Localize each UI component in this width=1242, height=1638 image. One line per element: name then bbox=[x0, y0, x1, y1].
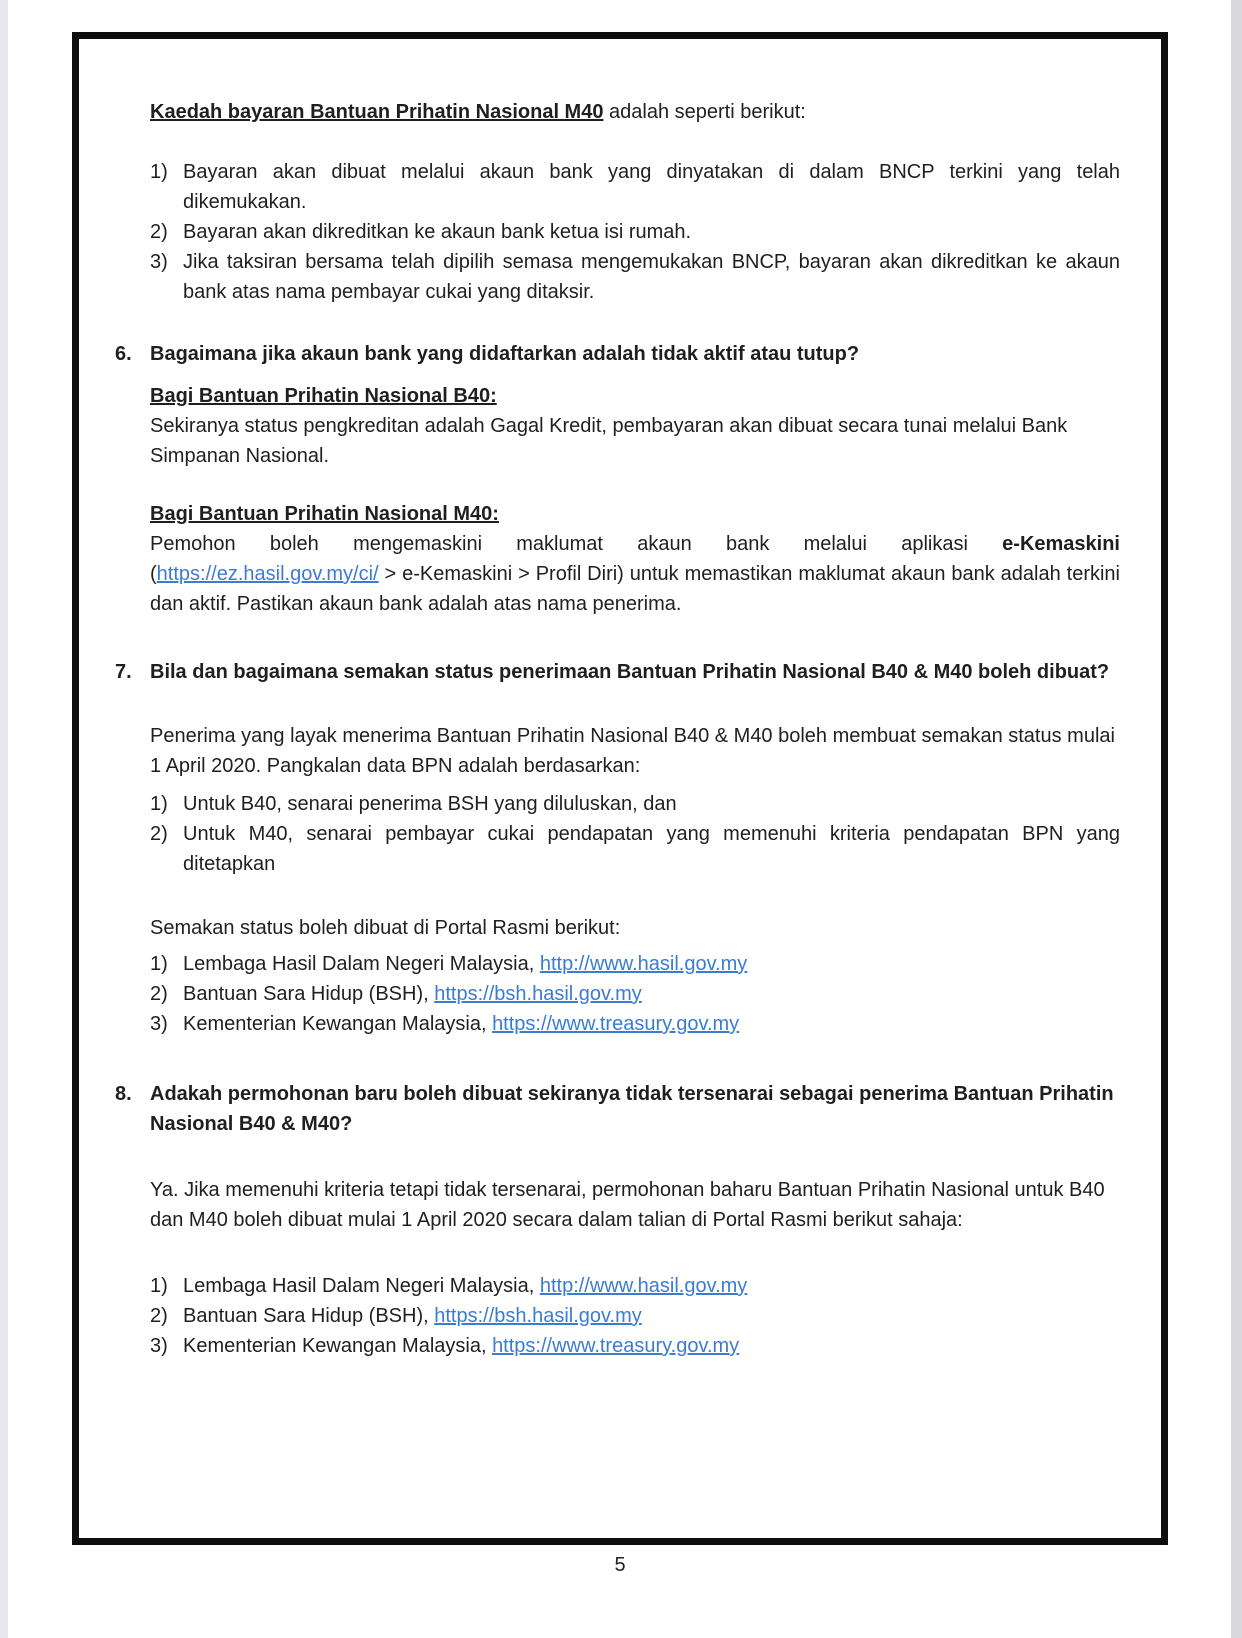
portal-label: Lembaga Hasil Dalam Negeri Malaysia, bbox=[183, 1275, 540, 1297]
list-item-marker: 3) bbox=[150, 251, 168, 273]
question-text: Adakah permohonan baru boleh dibuat sekiranya tidak tersenarai sebagai penerima Bantuan Prihatin Nasional B40 & M40? bbox=[150, 1083, 1114, 1135]
portal-label: Bantuan Sara Hidup (BSH), bbox=[183, 983, 435, 1005]
m40-text-3: > e-Kemaskini > Profil Diri) untuk memastikan maklumat akaun bank adalah terkini dan aktif. Pastikan akaun bank adalah atas nama penerima. bbox=[150, 563, 1120, 615]
list-item-text: Jika taksiran bersama telah dipilih semasa mengemukakan BNCP, bayaran akan dikreditkan ke akaun bank atas nama pembayar cukai yang ditaksir. bbox=[183, 251, 1120, 303]
page-content bbox=[79, 39, 1161, 1361]
portal-link[interactable]: https://bsh.hasil.gov.my bbox=[434, 1305, 642, 1327]
q8-answer-paragraph: Ya. Jika memenuhi kriteria tetapi tidak tersenarai, permohonan baharu Bantuan Prihatin Nasional untuk B40 dan M40 boleh dibuat mulai 1 April 2020 secara dalam talian di Portal Rasmi berikut sahaja: bbox=[150, 1179, 1105, 1231]
q8-portal-list bbox=[150, 1271, 1120, 1361]
page-number: 5 bbox=[614, 1554, 626, 1576]
portal-label: Kementerian Kewangan Malaysia, bbox=[183, 1335, 493, 1357]
list-item bbox=[150, 157, 1120, 217]
portal-item-text bbox=[183, 979, 1120, 1009]
question-6 bbox=[115, 339, 1120, 369]
b40-paragraph: Sekiranya status pengkreditan adalah Gagal Kredit, pembayaran akan dibuat secara tunai melalui Bank Simpanan Nasional. bbox=[150, 415, 1068, 467]
portal-label: Bantuan Sara Hidup (BSH), bbox=[183, 1305, 435, 1327]
portal-item bbox=[150, 979, 1120, 1009]
list-item-marker: 1) bbox=[150, 1275, 168, 1297]
portal-link[interactable]: https://www.treasury.gov.my bbox=[492, 1335, 740, 1357]
question-number: 7. bbox=[115, 661, 132, 683]
list-item-marker: 2) bbox=[150, 1305, 168, 1327]
portal-label: Lembaga Hasil Dalam Negeri Malaysia, bbox=[183, 953, 540, 975]
portal-link[interactable]: http://www.hasil.gov.my bbox=[539, 1275, 748, 1297]
portal-item bbox=[150, 1331, 1120, 1361]
portal-item bbox=[150, 1271, 1120, 1301]
list-item-marker: 2) bbox=[150, 221, 168, 243]
m40-text-1: Pemohon boleh mengemaskini maklumat akaun bank melalui aplikasi bbox=[150, 533, 1003, 555]
question-7 bbox=[115, 657, 1120, 687]
portal-label: Kementerian Kewangan Malaysia, bbox=[183, 1013, 493, 1035]
q7-intro-paragraph: Penerima yang layak menerima Bantuan Prihatin Nasional B40 & M40 boleh membuat semakan status mulai 1 April 2020. Pangkalan data BPN adalah berdasarkan: bbox=[150, 725, 1115, 777]
m40-text-2: ( bbox=[150, 563, 157, 585]
intro-heading-underlined: Kaedah bayaran Bantuan Prihatin Nasional M40 bbox=[150, 101, 604, 123]
question-number: 6. bbox=[115, 343, 132, 365]
m40-subheading: Bagi Bantuan Prihatin Nasional M40: bbox=[150, 503, 499, 525]
list-item bbox=[150, 819, 1120, 879]
list-item bbox=[150, 789, 1120, 819]
page-frame bbox=[72, 32, 1168, 1545]
portal-item-text bbox=[183, 1271, 1120, 1301]
list-item bbox=[150, 217, 1120, 247]
m40-paragraph bbox=[150, 529, 1120, 619]
list-item-marker: 2) bbox=[150, 823, 168, 845]
portal-link[interactable]: http://www.hasil.gov.my bbox=[539, 953, 748, 975]
list-item-text: Bayaran akan dikreditkan ke akaun bank ketua isi rumah. bbox=[183, 221, 692, 243]
q7-list bbox=[150, 789, 1120, 879]
list-item-text: Untuk M40, senarai pembayar cukai pendapatan yang memenuhi kriteria pendapatan BPN yang ditetapkan bbox=[183, 823, 1120, 875]
list-item-marker: 1) bbox=[150, 953, 168, 975]
list-item-marker: 3) bbox=[150, 1013, 168, 1035]
portal-item bbox=[150, 949, 1120, 979]
ez-hasil-link[interactable]: https://ez.hasil.gov.my/ci/ bbox=[156, 563, 379, 585]
list-item bbox=[150, 247, 1120, 307]
portal-intro: Semakan status boleh dibuat di Portal Rasmi berikut: bbox=[150, 917, 621, 939]
b40-subheading: Bagi Bantuan Prihatin Nasional B40: bbox=[150, 385, 497, 407]
q7-portal-list bbox=[150, 949, 1120, 1039]
portal-item-text bbox=[183, 1331, 1120, 1361]
intro-heading-rest: adalah seperti berikut: bbox=[603, 101, 806, 123]
intro-heading bbox=[150, 97, 1120, 127]
question-number: 8. bbox=[115, 1083, 132, 1105]
list-item-text: Untuk B40, senarai penerima BSH yang diluluskan, dan bbox=[183, 793, 677, 815]
portal-item-text bbox=[183, 1009, 1120, 1039]
list-item-marker: 1) bbox=[150, 793, 168, 815]
question-text: Bila dan bagaimana semakan status penerimaan Bantuan Prihatin Nasional B40 & M40 boleh dibuat? bbox=[150, 661, 1110, 683]
list-item-marker: 3) bbox=[150, 1335, 168, 1357]
intro-list bbox=[150, 157, 1120, 307]
list-item-text: Bayaran akan dibuat melalui akaun bank yang dinyatakan di dalam BNCP terkini yang telah dikemukakan. bbox=[183, 161, 1120, 213]
right-edge-strip bbox=[1231, 0, 1242, 1638]
portal-item bbox=[150, 1009, 1120, 1039]
portal-item-text bbox=[183, 1301, 1120, 1331]
portal-link[interactable]: https://www.treasury.gov.my bbox=[492, 1013, 740, 1035]
question-text: Bagaimana jika akaun bank yang didaftarkan adalah tidak aktif atau tutup? bbox=[150, 343, 860, 365]
portal-item bbox=[150, 1301, 1120, 1331]
list-item-marker: 1) bbox=[150, 161, 168, 183]
list-item-marker: 2) bbox=[150, 983, 168, 1005]
portal-item-text bbox=[183, 949, 1120, 979]
m40-bold-term: e-Kemaskini bbox=[1002, 533, 1120, 555]
left-edge-strip bbox=[0, 0, 8, 1638]
question-8 bbox=[115, 1079, 1120, 1139]
portal-link[interactable]: https://bsh.hasil.gov.my bbox=[434, 983, 642, 1005]
